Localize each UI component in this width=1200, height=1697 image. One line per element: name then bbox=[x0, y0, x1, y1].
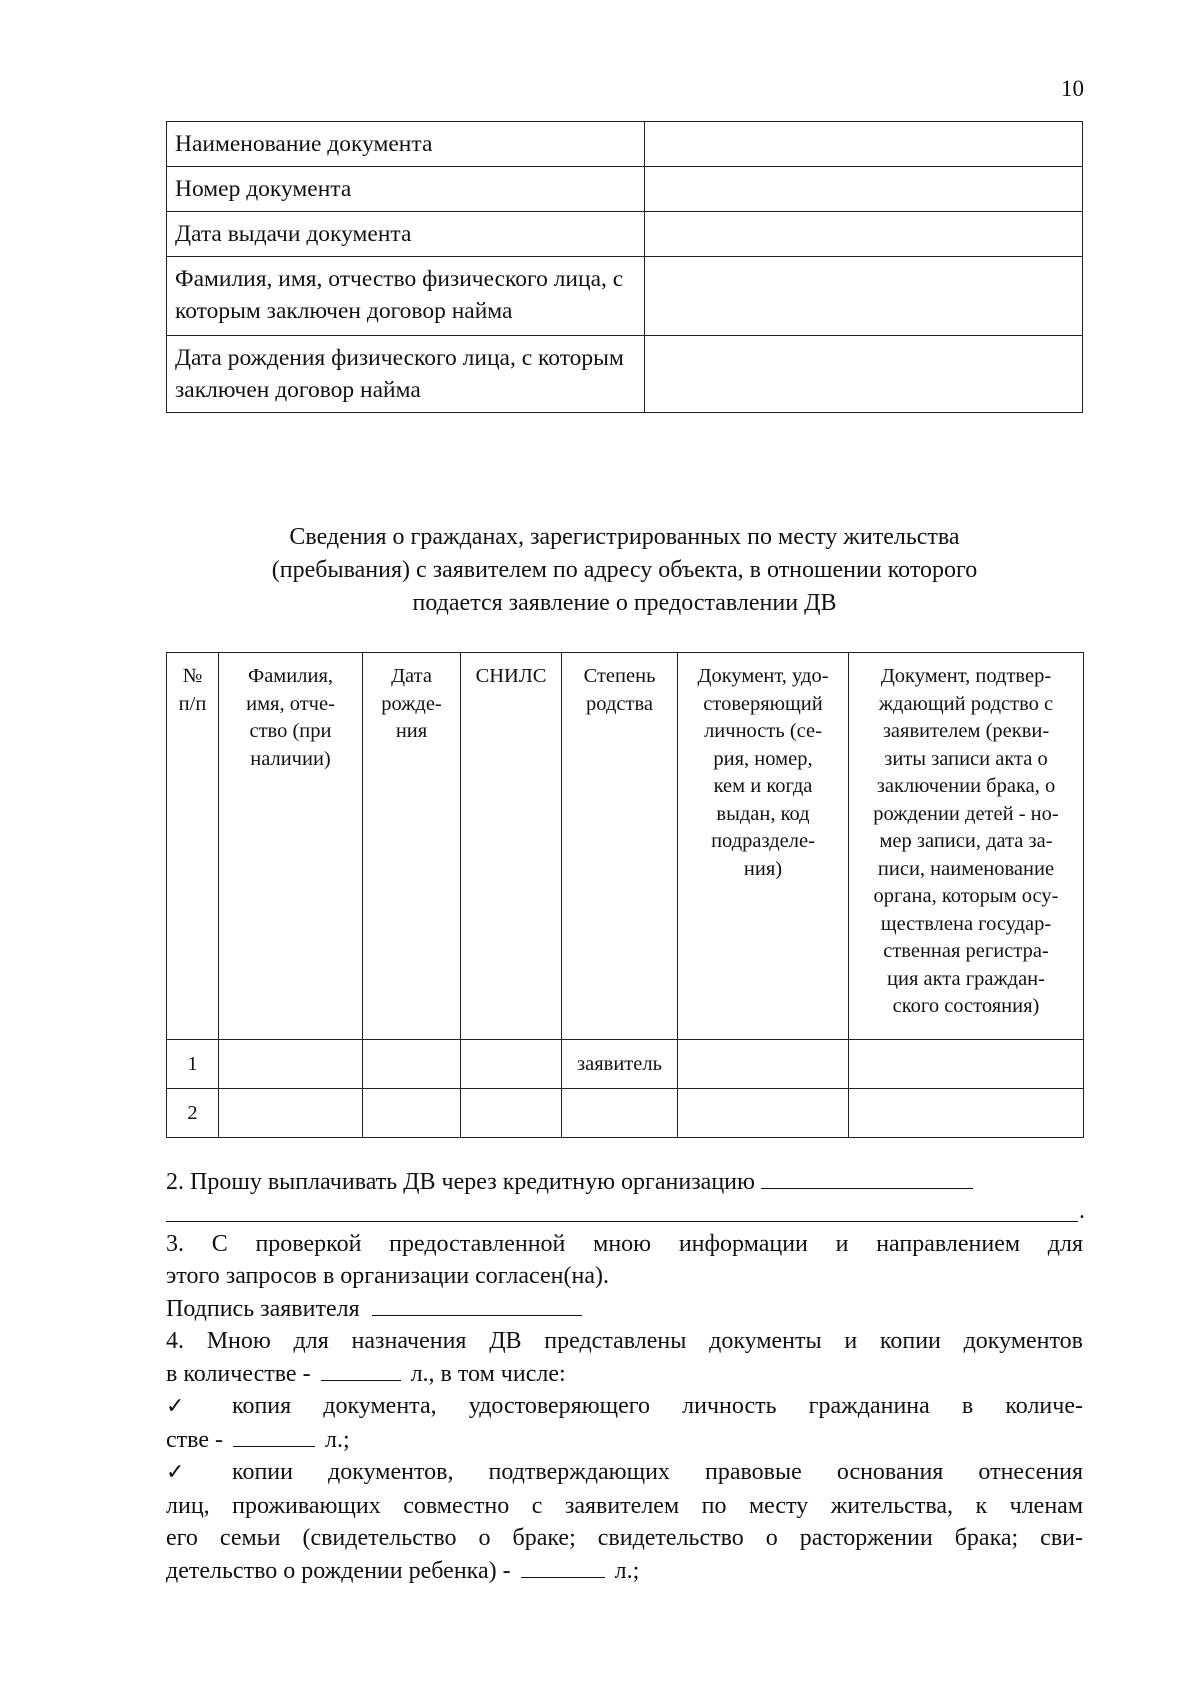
full-name-cell[interactable] bbox=[219, 1089, 363, 1138]
paragraph-4-line-1: 4. Мною для назначения ДВ представлены документы и копии документов bbox=[166, 1328, 1083, 1354]
page-number: 10 bbox=[1061, 76, 1084, 101]
header-relation: Степень родства bbox=[562, 653, 678, 1040]
doc-name-value[interactable] bbox=[645, 122, 1083, 167]
doc-number-label: Номер документа bbox=[167, 167, 645, 212]
paragraph-2-text: 2. Прошу выплачивать ДВ через кредитную организацию bbox=[166, 1169, 755, 1195]
tenant-birthdate-value[interactable] bbox=[645, 336, 1083, 413]
table-row bbox=[167, 212, 1083, 257]
tenant-name-value[interactable] bbox=[645, 257, 1083, 336]
table-row bbox=[167, 122, 1083, 167]
table-row bbox=[167, 257, 1083, 336]
identity-document-cell[interactable] bbox=[678, 1040, 849, 1089]
checklist-item-2-line-4: детельство о рождении ребенка) - л.; bbox=[166, 1557, 640, 1584]
section-title-line: подается заявление о предоставлении ДВ bbox=[412, 590, 837, 616]
paragraph-2 bbox=[166, 1166, 1083, 1199]
section-title-line: Сведения о гражданах, зарегистрированных по месту жительства bbox=[289, 524, 960, 550]
credit-org-blank-line[interactable] bbox=[166, 1199, 1078, 1222]
kinship-document-cell[interactable] bbox=[849, 1089, 1084, 1138]
identity-copy-pages-blank[interactable] bbox=[233, 1446, 315, 1447]
section-title-line: (пребывания) с заявителем по адресу объекта, в отношении которого bbox=[271, 557, 978, 583]
header-identity-document: Документ, удо- стоверяющий личность (се- рия, номер, кем и когда выдан, код подразделе- ния) bbox=[678, 653, 849, 1040]
row-number-cell: 1 bbox=[167, 1040, 219, 1089]
signature-label: Подпись заявителя bbox=[166, 1295, 360, 1322]
tenant-name-label: Фамилия, имя, отчество физического лица, с которым заключен договор найма bbox=[167, 257, 645, 336]
row-number-cell: 2 bbox=[167, 1089, 219, 1138]
table-header-row bbox=[167, 653, 1084, 1040]
signature-line bbox=[166, 1293, 1083, 1326]
checklist-item-2-line-1: ✓ копии документов, подтверждающих правовые основания отнесения bbox=[166, 1456, 1083, 1490]
header-number: № п/п bbox=[167, 653, 219, 1040]
document-info-table bbox=[166, 121, 1083, 413]
credit-org-blank[interactable] bbox=[761, 1188, 973, 1189]
table-row bbox=[167, 167, 1083, 212]
doc-issue-date-label: Дата выдачи документа bbox=[167, 212, 645, 257]
checklist-item-2-line-3: его семьи (свидетельство о браке; свидетельство о расторжении брака; сви- bbox=[166, 1525, 1083, 1551]
checklist-item-1-line-2: стве - л.; bbox=[166, 1426, 350, 1453]
section-title bbox=[166, 521, 1083, 620]
family-docs-pages-blank[interactable] bbox=[521, 1577, 605, 1578]
tenant-birthdate-label: Дата рождения физического лица, с которым заключен договор найма bbox=[167, 336, 645, 413]
identity-document-cell[interactable] bbox=[678, 1089, 849, 1138]
relation-cell[interactable] bbox=[562, 1089, 678, 1138]
snils-cell[interactable] bbox=[461, 1089, 562, 1138]
doc-issue-date-value[interactable] bbox=[645, 212, 1083, 257]
citizens-table bbox=[166, 652, 1084, 1138]
header-kinship-document: Документ, подтвер- ждающий родство с заявителем (рекви- зиты записи акта о заключении брака, о рождении детей - но- мер записи, дата за- писи, наименование органа, которым осу- ществлена государ- ственная регистра- ция акта граждан- ского состояния) bbox=[849, 653, 1084, 1040]
table-row bbox=[167, 336, 1083, 413]
checklist-item-1-line-1: ✓ копия документа, удостоверяющего личность гражданина в количе- bbox=[166, 1390, 1083, 1424]
snils-cell[interactable] bbox=[461, 1040, 562, 1089]
checklist-item-2-line-2: лиц, проживающих совместно с заявителем по месту жительства, к членам bbox=[166, 1492, 1083, 1519]
paragraph-3-line-1: 3. С проверкой предоставленной мною информации и направлением для bbox=[166, 1230, 1083, 1257]
total-pages-blank[interactable] bbox=[321, 1380, 401, 1381]
paragraph-2-end: . bbox=[1079, 1197, 1085, 1224]
signature-blank[interactable] bbox=[372, 1315, 582, 1316]
table-row bbox=[167, 1089, 1084, 1138]
birth-date-cell[interactable] bbox=[363, 1040, 461, 1089]
header-full-name: Фамилия, имя, отче- ство (при наличии) bbox=[219, 653, 363, 1040]
birth-date-cell[interactable] bbox=[363, 1089, 461, 1138]
credit-org-continuation bbox=[166, 1199, 1083, 1222]
checkmark-icon: ✓ bbox=[166, 1394, 185, 1419]
paragraph-3-line-2: этого запросов в организации согласен(на). bbox=[166, 1263, 609, 1289]
doc-name-label: Наименование документа bbox=[167, 122, 645, 167]
doc-number-value[interactable] bbox=[645, 167, 1083, 212]
table-row bbox=[167, 1040, 1084, 1089]
application-body bbox=[166, 1166, 1083, 1587]
header-snils: СНИЛС bbox=[461, 653, 562, 1040]
relation-cell: заявитель bbox=[562, 1040, 678, 1089]
checkmark-icon: ✓ bbox=[166, 1460, 185, 1485]
header-birth-date: Дата рожде- ния bbox=[363, 653, 461, 1040]
full-name-cell[interactable] bbox=[219, 1040, 363, 1089]
kinship-document-cell[interactable] bbox=[849, 1040, 1084, 1089]
paragraph-4-line-2: в количестве - л., в том числе: bbox=[166, 1360, 566, 1387]
